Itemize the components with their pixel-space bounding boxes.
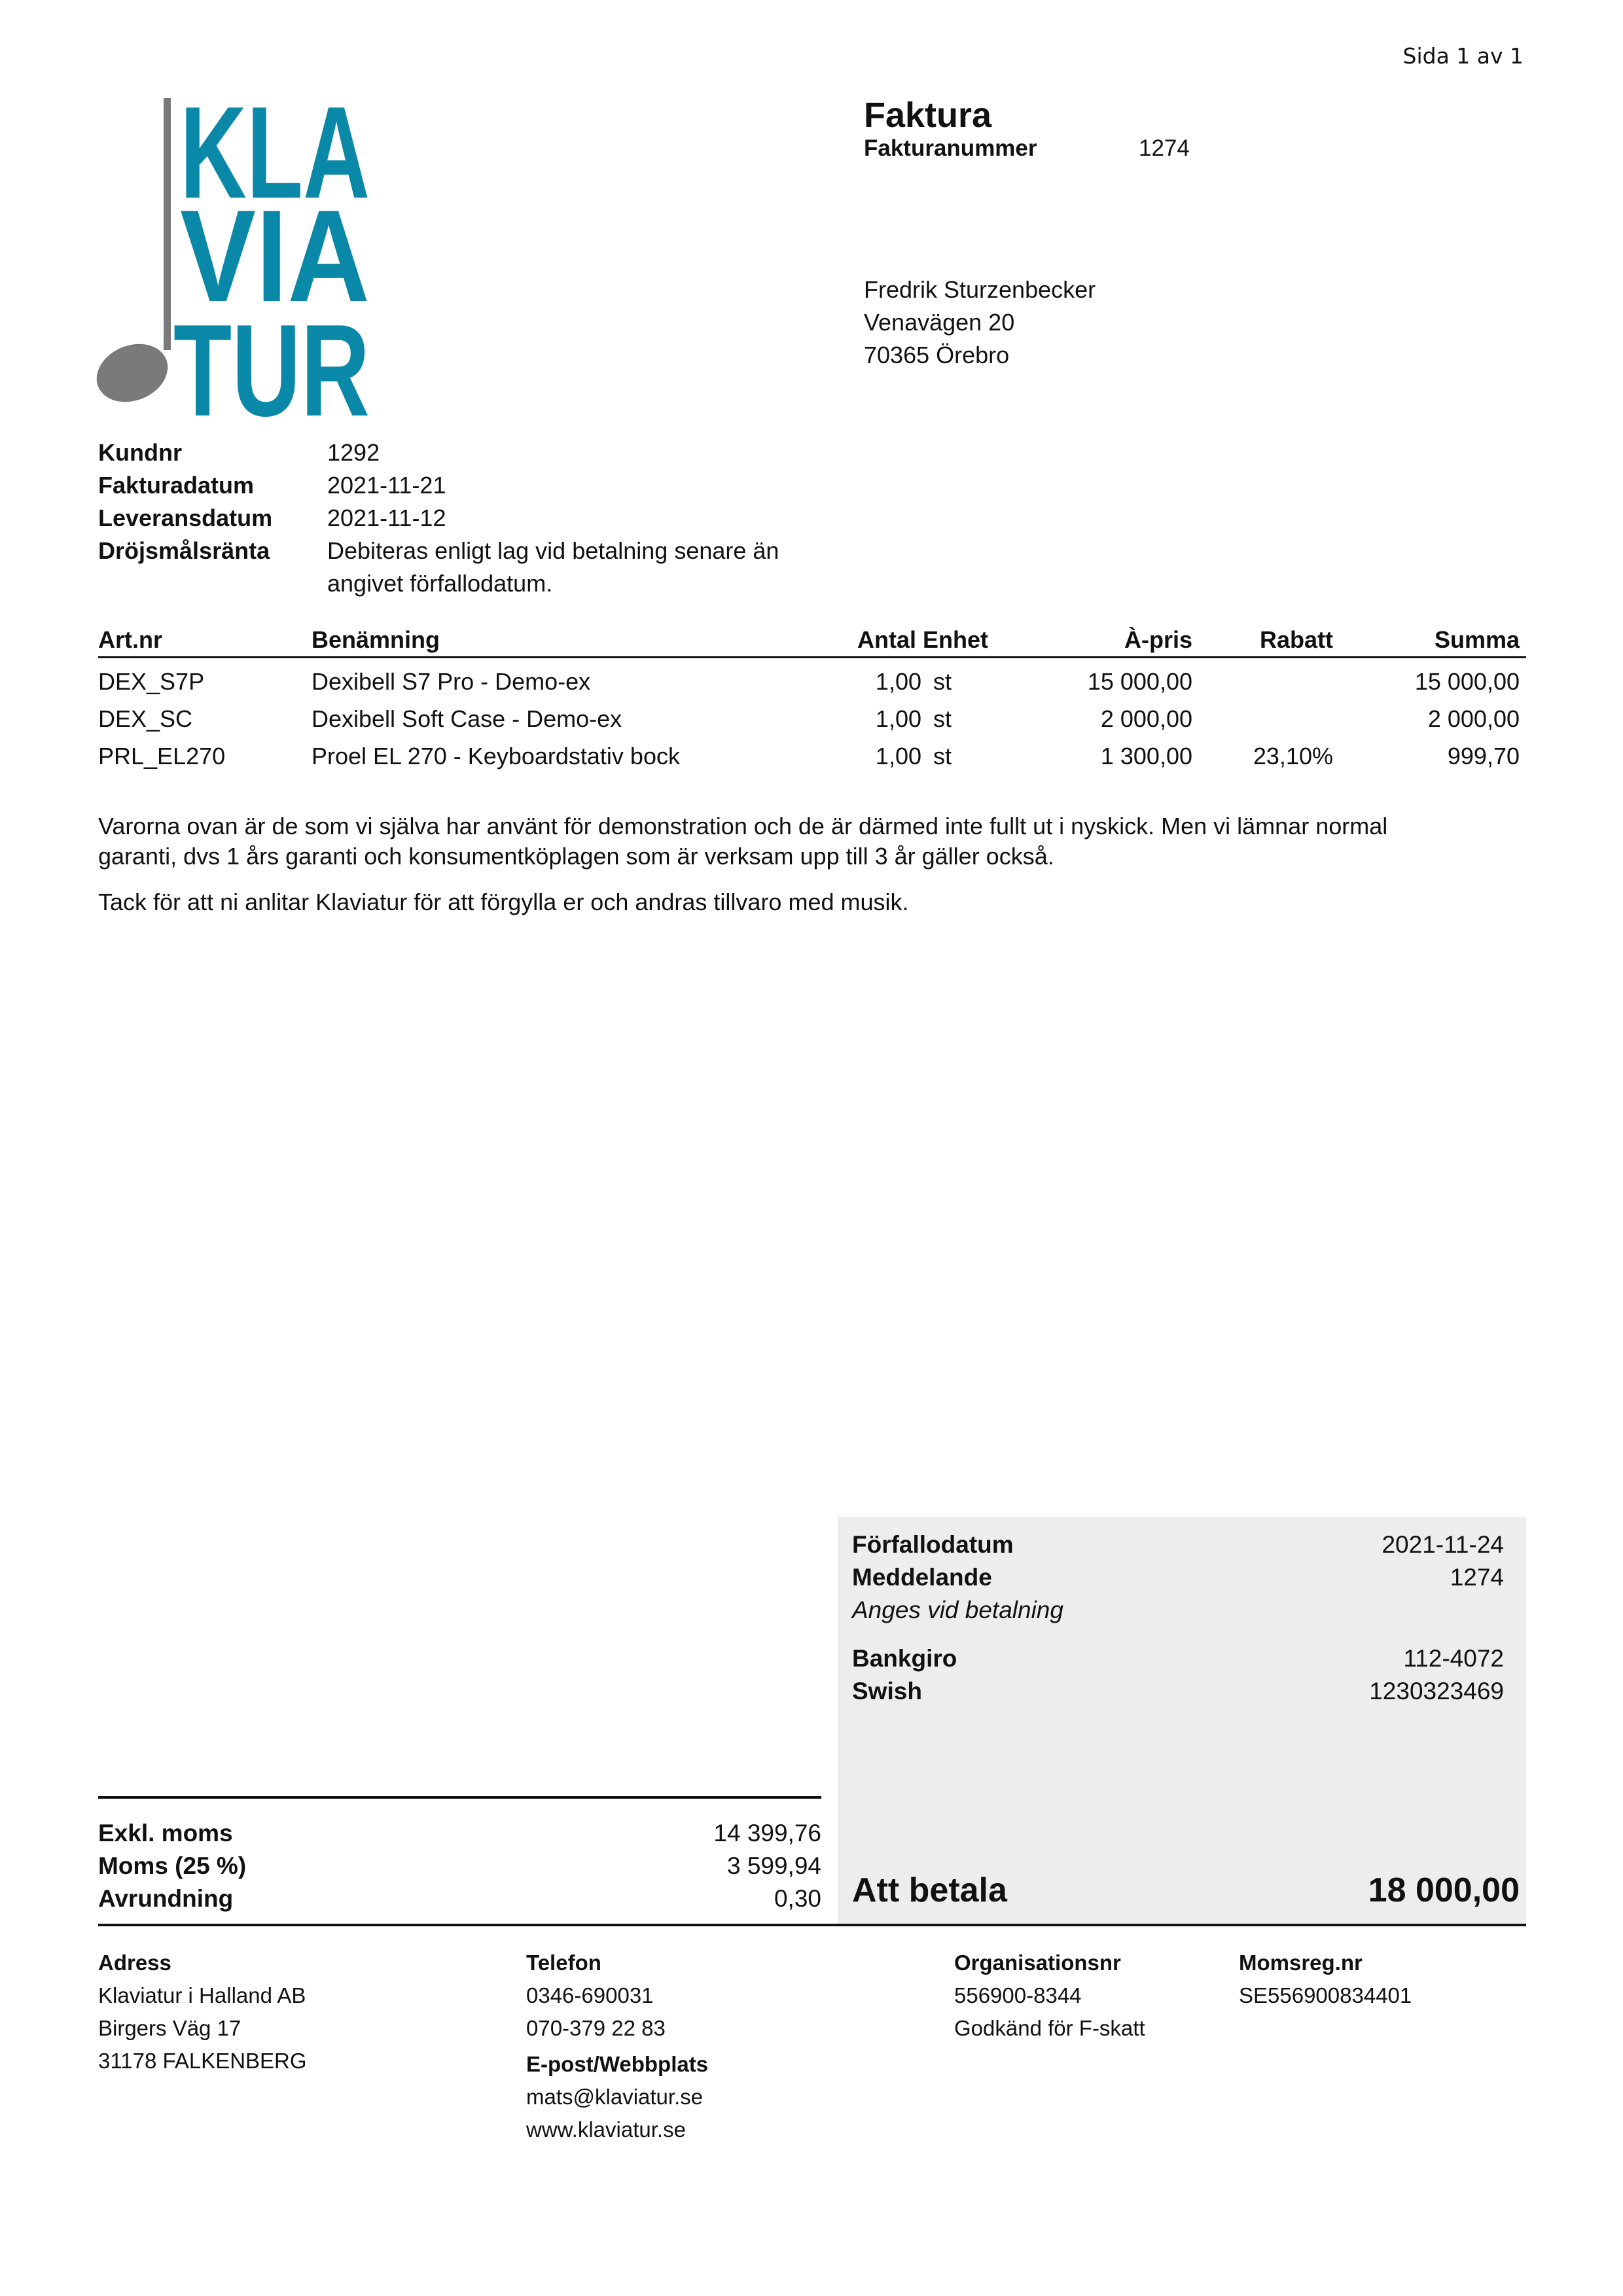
row-unit: st xyxy=(933,668,952,695)
email-link[interactable]: mats@klaviatur.se xyxy=(526,2085,704,2109)
rounding-row xyxy=(98,1882,821,1915)
org-number: 556900-8344 xyxy=(954,1983,1082,2007)
due-date-label: Förfallodatum xyxy=(852,1531,1014,1558)
logo-row-2: VIA xyxy=(180,183,370,329)
bankgiro-row xyxy=(852,1642,1504,1675)
website-link[interactable]: www.klaviatur.se xyxy=(526,2117,686,2142)
row-unit-price: 2 000,00 xyxy=(1100,705,1192,732)
late-interest-text xyxy=(327,535,916,600)
phone-label: Telefon xyxy=(526,1951,601,1975)
vat-reg-number: SE556900834401 xyxy=(1239,1983,1412,2007)
f-tax-text: Godkänd för F-skatt xyxy=(954,2016,1145,2040)
row-art-no: PRL_EL270 xyxy=(98,743,226,769)
delivery-date-label: Leveransdatum xyxy=(98,504,273,531)
vat-label: Moms (25 %) xyxy=(98,1852,247,1879)
message-hint: Anges vid betalning xyxy=(852,1597,1063,1623)
address-line-2: Birgers Väg 17 xyxy=(98,2016,241,2040)
customer-no: 1292 xyxy=(327,439,380,466)
late-interest-row xyxy=(98,535,916,600)
header-art-no: Art.nr xyxy=(98,626,162,653)
vat-row xyxy=(98,1850,821,1882)
header-discount: Rabatt xyxy=(1259,626,1333,653)
due-date: 2021-11-24 xyxy=(1382,1531,1504,1558)
logo-note-head xyxy=(88,334,176,412)
invoice-number-label: Fakturanummer xyxy=(864,135,1037,161)
row-unit: st xyxy=(933,705,952,732)
vat-reg-label: Momsreg.nr xyxy=(1239,1951,1363,1975)
header-unit-price: À-pris xyxy=(1124,626,1192,653)
thanks-note: Tack för att ni anlitar Klaviatur för att förgylla er och andras tillvaro med musik. xyxy=(98,889,909,915)
excl-vat-amount: 14 399,76 xyxy=(713,1820,821,1846)
late-interest-line-2: angivet förfallodatum. xyxy=(327,570,553,597)
row-name: Proel EL 270 - Keyboardstativ bock xyxy=(312,743,680,769)
swish-label: Swish xyxy=(852,1678,922,1704)
recipient-street: Venavägen 20 xyxy=(864,309,1015,336)
row-qty: 1,00 xyxy=(875,743,921,769)
invoice-number: 1274 xyxy=(1139,135,1190,161)
late-interest-label: Dröjsmålsränta xyxy=(98,537,270,564)
company-logo xyxy=(98,80,373,444)
invoice-date-row xyxy=(98,469,916,502)
invoice-date: 2021-11-21 xyxy=(327,472,446,499)
header-sum: Summa xyxy=(1434,626,1520,653)
footer-vat-reg xyxy=(1239,1947,1412,2012)
condition-note-line-1: Varorna ovan är de som vi själva har använt för demonstration och de är därmed inte fullt ut i nyskick. Men vi lämnar normal xyxy=(98,813,1388,839)
row-sum: 15 000,00 xyxy=(1414,668,1520,695)
excl-vat-label: Exkl. moms xyxy=(98,1820,233,1846)
row-name: Dexibell S7 Pro - Demo-ex xyxy=(312,668,591,695)
footer-org xyxy=(954,1947,1145,2045)
customer-info xyxy=(98,436,916,600)
rounding-amount: 0,30 xyxy=(774,1885,821,1912)
footer-address xyxy=(98,1947,307,2077)
row-unit-price: 1 300,00 xyxy=(1100,743,1192,769)
swish-row xyxy=(852,1675,1504,1708)
phone-2: 070-379 22 83 xyxy=(526,2016,666,2040)
customer-no-label: Kundnr xyxy=(98,439,182,466)
bankgiro-label: Bankgiro xyxy=(852,1645,957,1672)
row-sum: 999,70 xyxy=(1447,743,1520,769)
table-row xyxy=(98,658,1526,696)
swish-number: 1230323469 xyxy=(1369,1678,1504,1704)
footer-email-web xyxy=(526,2048,708,2146)
condition-note-line-2: garanti, dvs 1 års garanti och konsumentköplagen som är verksam upp till 3 år gäller också. xyxy=(98,843,1054,870)
phone-1: 0346-690031 xyxy=(526,1983,654,2007)
recipient-city: 70365 Örebro xyxy=(864,342,1010,368)
header-qty-unit: Antal Enhet xyxy=(857,626,988,653)
payment-box xyxy=(838,1517,1526,1926)
logo-row-3: TUR xyxy=(173,298,370,444)
logo-note-stem xyxy=(164,98,171,350)
message-label: Meddelande xyxy=(852,1564,992,1591)
delivery-date: 2021-11-12 xyxy=(327,504,446,531)
bankgiro-number: 112-4072 xyxy=(1403,1645,1504,1672)
due-date-row xyxy=(852,1528,1504,1561)
row-art-no: DEX_SC xyxy=(98,705,193,732)
vat-amount: 3 599,94 xyxy=(726,1852,821,1879)
customer-no-row xyxy=(98,436,916,469)
row-name: Dexibell Soft Case - Demo-ex xyxy=(312,705,622,732)
row-art-no: DEX_S7P xyxy=(98,668,205,695)
email-web-label: E-post/Webbplats xyxy=(526,2052,709,2076)
address-line-1: Klaviatur i Halland AB xyxy=(98,1983,306,2007)
row-qty: 1,00 xyxy=(875,668,921,695)
late-interest-line-1: Debiteras enligt lag vid betalning senare än xyxy=(327,537,779,564)
delivery-date-row xyxy=(98,502,916,535)
invoice-notes xyxy=(98,811,1531,933)
row-sum: 2 000,00 xyxy=(1427,705,1520,732)
row-discount: 23,10% xyxy=(1253,743,1333,769)
address-label: Adress xyxy=(98,1951,171,1975)
recipient-name: Fredrik Sturzenbecker xyxy=(864,276,1096,303)
footer-phone xyxy=(526,1947,666,2045)
footer-divider xyxy=(98,1924,1526,1926)
document-title: Faktura xyxy=(864,96,992,135)
items-table xyxy=(98,621,1526,770)
header-name: Benämning xyxy=(312,626,440,653)
row-unit: st xyxy=(933,743,952,769)
table-row xyxy=(98,733,1526,770)
message-row xyxy=(852,1561,1504,1594)
row-qty: 1,00 xyxy=(875,705,921,732)
condition-note xyxy=(98,811,1531,872)
invoice-date-label: Fakturadatum xyxy=(98,472,255,499)
items-table-header xyxy=(98,621,1526,658)
address-line-3: 31178 FALKENBERG xyxy=(98,2049,307,2073)
org-label: Organisationsnr xyxy=(954,1951,1121,1975)
total-due-row xyxy=(852,1871,1520,1909)
page-number: Sida 1 av 1 xyxy=(1402,43,1524,69)
rounding-label: Avrundning xyxy=(98,1885,234,1912)
totals-block xyxy=(98,1796,821,1915)
logo-row-1: KLA xyxy=(180,80,370,226)
row-unit-price: 15 000,00 xyxy=(1087,668,1192,695)
excl-vat-row xyxy=(98,1817,821,1850)
total-due-amount: 18 000,00 xyxy=(1368,1871,1520,1909)
table-row xyxy=(98,696,1526,733)
total-due-label: Att betala xyxy=(852,1871,1007,1909)
payment-message: 1274 xyxy=(1450,1564,1504,1591)
recipient-address xyxy=(864,274,1096,372)
